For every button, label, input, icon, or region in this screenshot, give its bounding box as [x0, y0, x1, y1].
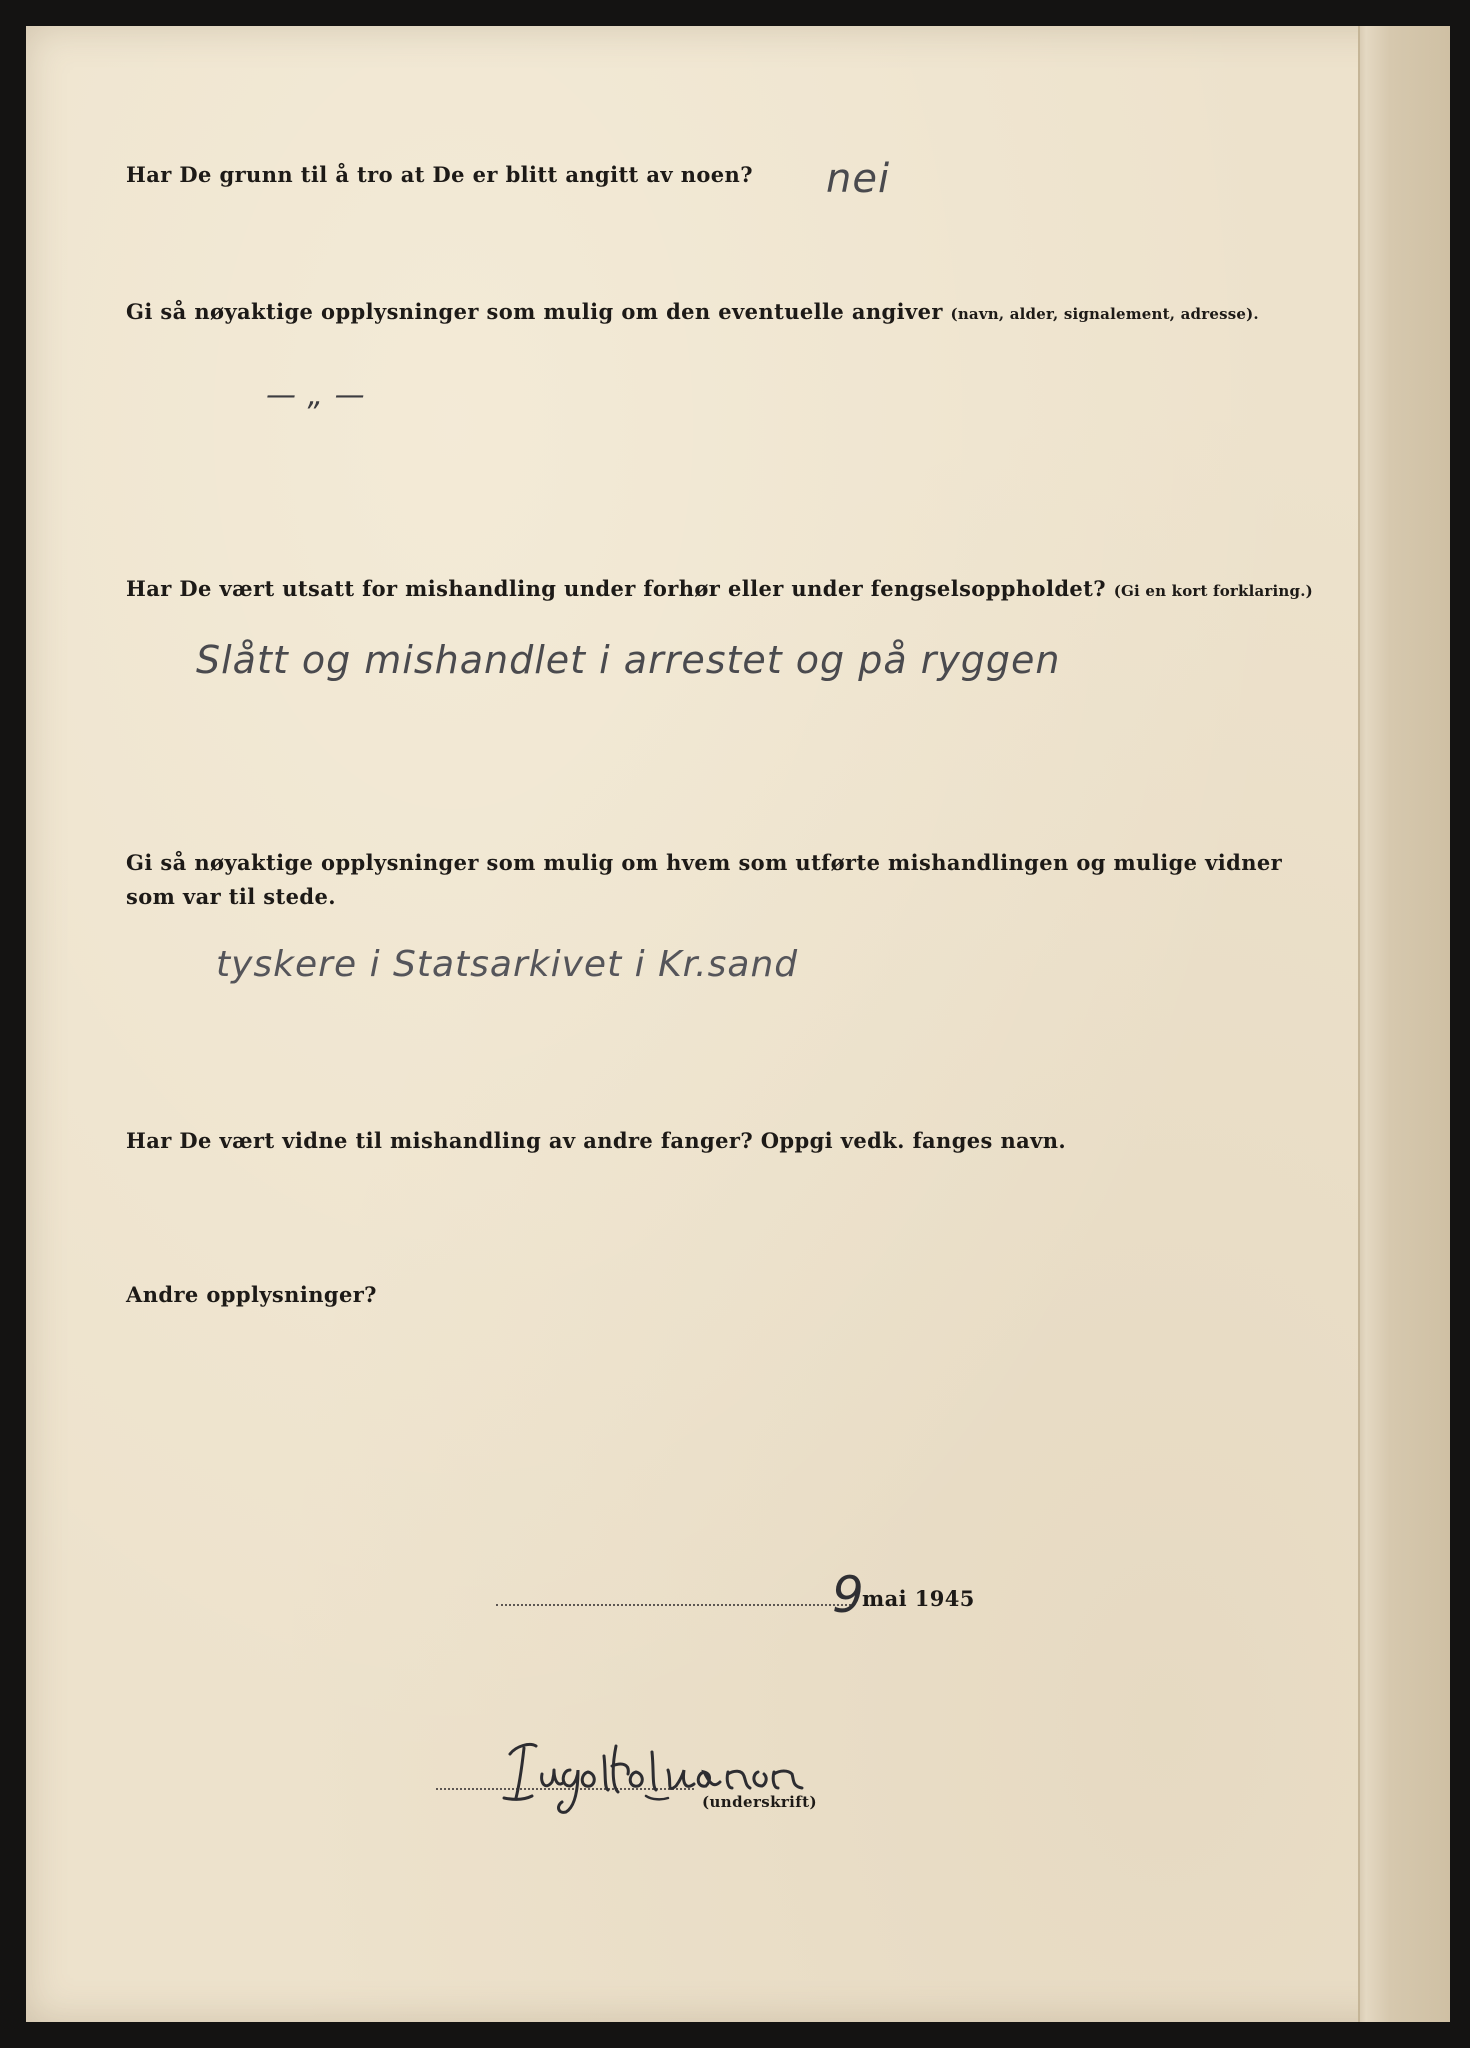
question-andre [126, 1278, 377, 1312]
question-mishandling-text: Har De vært utsatt for mishandling under forhør eller under fengselsoppholdet? [126, 576, 1106, 601]
question-utforte-line1: Gi så nøyaktige opplysninger som mulig om hvem som utførte mishandlingen og mulige vidner [126, 850, 1283, 875]
question-angitt [126, 158, 753, 192]
question-utforte [126, 846, 1282, 914]
date-dotted-line [496, 1604, 851, 1606]
answer-mishandling: Slått og mishandlet i arrestet og på ryggen [196, 638, 1061, 682]
question-angiver [126, 295, 1259, 331]
bleed-through-heading [716, 344, 727, 382]
answer-angitt: nei [826, 156, 891, 202]
date-printed: mai 1945 [862, 1586, 975, 1611]
question-vidne-text: Har De vært vidne til mishandling av andre fanger? Oppgi vedk. fanges navn. [126, 1128, 1067, 1153]
signature-label: (underskrift) [702, 1793, 817, 1811]
question-angiver-note: (navn, alder, signalement, adresse). [950, 305, 1259, 323]
date-day-handwritten: 9 [832, 1566, 865, 1624]
page-edge-strip [1358, 26, 1450, 2022]
question-vidne [126, 1124, 1066, 1158]
answer-angiver: — „ — [266, 378, 366, 413]
question-angitt-text: Har De grunn til å tro at De er blitt angitt av noen? [126, 162, 753, 187]
answer-utforte: tyskere i Statsarkivet i Kr.sand [216, 944, 799, 985]
document-page [26, 26, 1450, 2022]
question-andre-text: Andre opplysninger? [126, 1282, 377, 1307]
question-mishandling-note: (Gi en kort forklaring.) [1113, 582, 1313, 600]
question-mishandling [126, 572, 1313, 608]
question-utforte-line2: som var til stede. [126, 884, 336, 909]
question-angiver-text: Gi så nøyaktige opplysninger som mulig om den eventuelle angiver [126, 299, 943, 324]
